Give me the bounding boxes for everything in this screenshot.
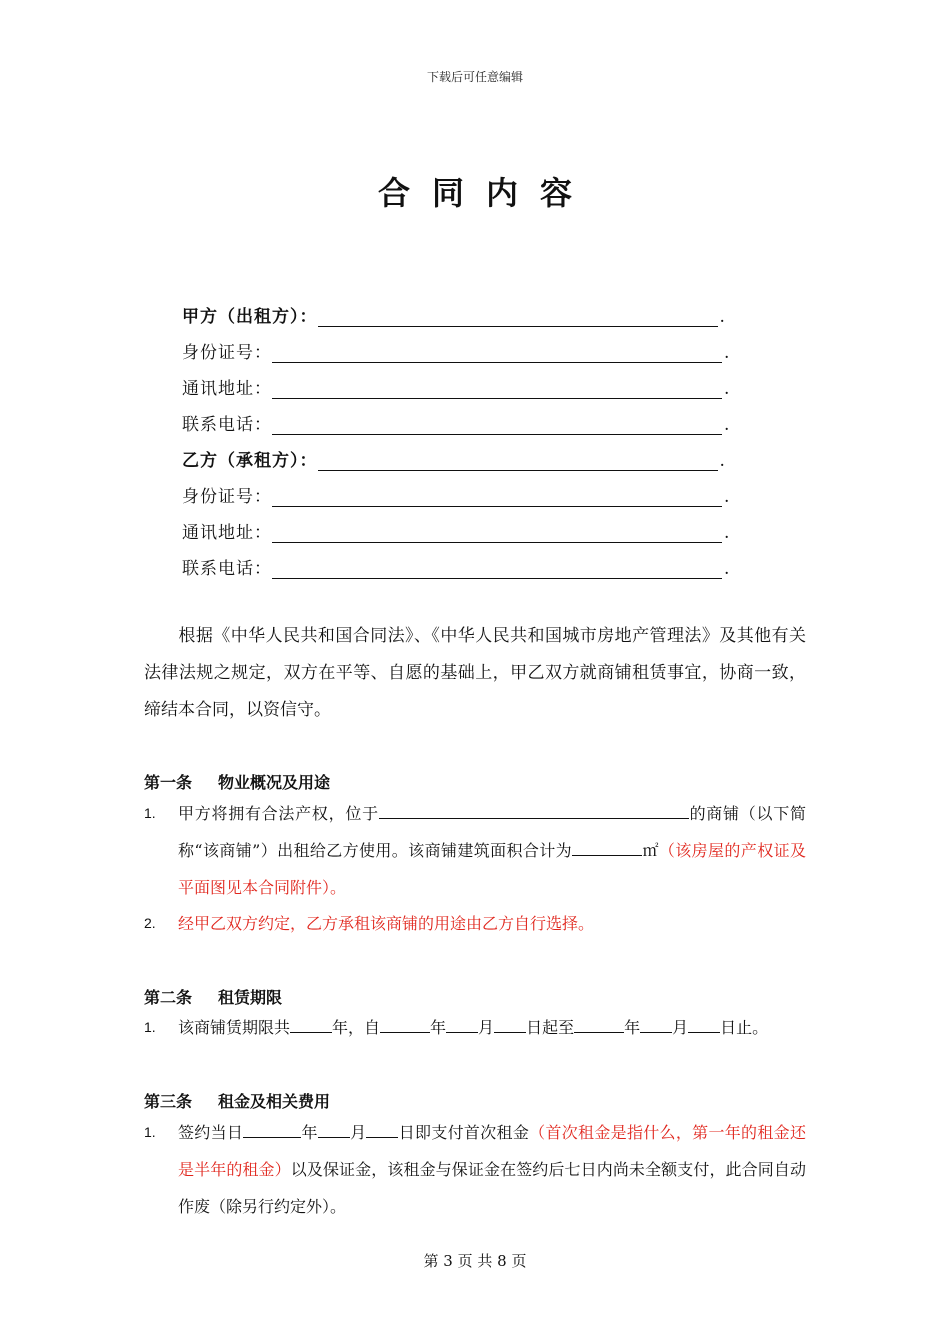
end-mark: . [719, 451, 725, 471]
end-mark: . [724, 559, 730, 579]
section-1-number: 第一条 [144, 773, 193, 792]
area-unit: ㎡ [642, 841, 659, 860]
party-a-phone-blank [272, 416, 722, 435]
start-year-blank [380, 1016, 430, 1033]
item-note: （首次租金是指什么，第一年的租金还是半年的租金） [178, 1123, 806, 1179]
section-3-item-1 [144, 1114, 806, 1225]
item-text: 经甲乙双方约定，乙方承租该商铺的用途由乙方自行选择。 [178, 914, 595, 933]
item-text: 的商铺（以下简称“该商铺”）出租给乙方使用。该商铺建筑面积合计为 [178, 804, 806, 860]
item-text: 该商铺赁期限共 [178, 1018, 291, 1037]
party-b-id-blank [272, 488, 722, 507]
location-blank [379, 802, 689, 819]
section-1-item-1 [144, 795, 806, 906]
party-a-id-line [182, 338, 729, 363]
end-month-blank [640, 1016, 672, 1033]
item-number: 1. [144, 805, 156, 821]
page-footer: 第 3 页 共 8 页 [423, 1252, 527, 1270]
section-1-heading [144, 770, 330, 793]
item-text: 甲方将拥有合法产权，位于 [178, 804, 379, 823]
end-day-blank [688, 1016, 720, 1033]
item-text: 日即支付首次租金 [398, 1123, 530, 1142]
sign-day-blank [366, 1121, 398, 1138]
sign-year-blank [243, 1121, 301, 1138]
section-2-heading [144, 985, 282, 1008]
page-title: 合同内容 [377, 174, 594, 212]
party-a-phone-label: 联系电话： [182, 415, 272, 435]
end-mark: . [724, 415, 730, 435]
item-text: 签约当日 [178, 1123, 244, 1142]
party-a-line [182, 302, 725, 327]
start-day-blank [494, 1016, 526, 1033]
party-b-addr-line [182, 518, 729, 543]
item-text: 月 [349, 1123, 367, 1142]
party-b-id-line [182, 482, 729, 507]
item-text: 年 [301, 1123, 318, 1142]
party-b-id-label: 身份证号： [182, 487, 272, 507]
section-3-title: 租金及相关费用 [218, 1092, 331, 1111]
end-mark: . [724, 523, 730, 543]
party-b-addr-blank [272, 524, 722, 543]
header-note: 下载后可任意编辑 [426, 70, 523, 84]
item-number: 1. [144, 1019, 156, 1035]
item-text: 日止。 [720, 1018, 769, 1037]
party-a-id-blank [272, 344, 722, 363]
party-b-phone-label: 联系电话： [182, 559, 272, 579]
item-text: 以及保证金，该租金与保证金在签约后七日内尚未全额支付，此合同自动作废（除另行约定外）。 [178, 1160, 806, 1216]
party-b-label: 乙方（承租方）： [182, 451, 318, 471]
party-a-addr-line [182, 374, 729, 399]
end-mark: . [724, 379, 730, 399]
party-a-addr-label: 通讯地址： [182, 379, 272, 399]
section-1-title: 物业概况及用途 [218, 773, 331, 792]
item-text: 日起至 [526, 1018, 575, 1037]
intro-text: 根据《中华人民共和国合同法》、《中华人民共和国城市房地产管理法》及其他有关法律法规之规定，双方在平等、自愿的基础上，甲乙双方就商铺租赁事宜，协商一致，缔结本合同，以资信守。 [144, 626, 806, 720]
item-text: 月 [672, 1018, 689, 1037]
end-year-blank [574, 1016, 624, 1033]
item-text: 年，自 [332, 1018, 381, 1037]
end-mark: . [719, 307, 725, 327]
item-text: 年 [430, 1018, 447, 1037]
years-blank [290, 1016, 332, 1033]
party-b-blank [318, 452, 718, 471]
party-a-label: 甲方（出租方）： [182, 307, 318, 327]
item-note: （该房屋的产权证及平面图见本合同附件）。 [178, 841, 806, 897]
party-a-blank [318, 308, 718, 327]
party-b-addr-label: 通讯地址： [182, 523, 272, 543]
item-text: 月 [478, 1018, 495, 1037]
section-2-title: 租赁期限 [218, 988, 283, 1007]
end-mark: . [724, 487, 730, 507]
party-b-phone-blank [272, 560, 722, 579]
sign-month-blank [318, 1121, 350, 1138]
item-number: 1. [144, 1124, 156, 1140]
start-month-blank [446, 1016, 478, 1033]
item-number: 2. [144, 915, 156, 931]
section-3-number: 第三条 [144, 1092, 193, 1111]
party-a-phone-line [182, 410, 729, 435]
end-mark: . [724, 343, 730, 363]
item-text: 年 [624, 1018, 641, 1037]
area-blank [572, 839, 642, 856]
party-b-line [182, 446, 725, 471]
party-b-phone-line [182, 554, 729, 579]
section-3-heading [144, 1089, 330, 1112]
section-2-number: 第二条 [144, 988, 193, 1007]
section-2-item-1 [144, 1009, 806, 1046]
party-a-id-label: 身份证号： [182, 343, 272, 363]
section-1-item-2 [144, 905, 806, 942]
party-a-addr-blank [272, 380, 722, 399]
intro-paragraph [144, 618, 806, 729]
